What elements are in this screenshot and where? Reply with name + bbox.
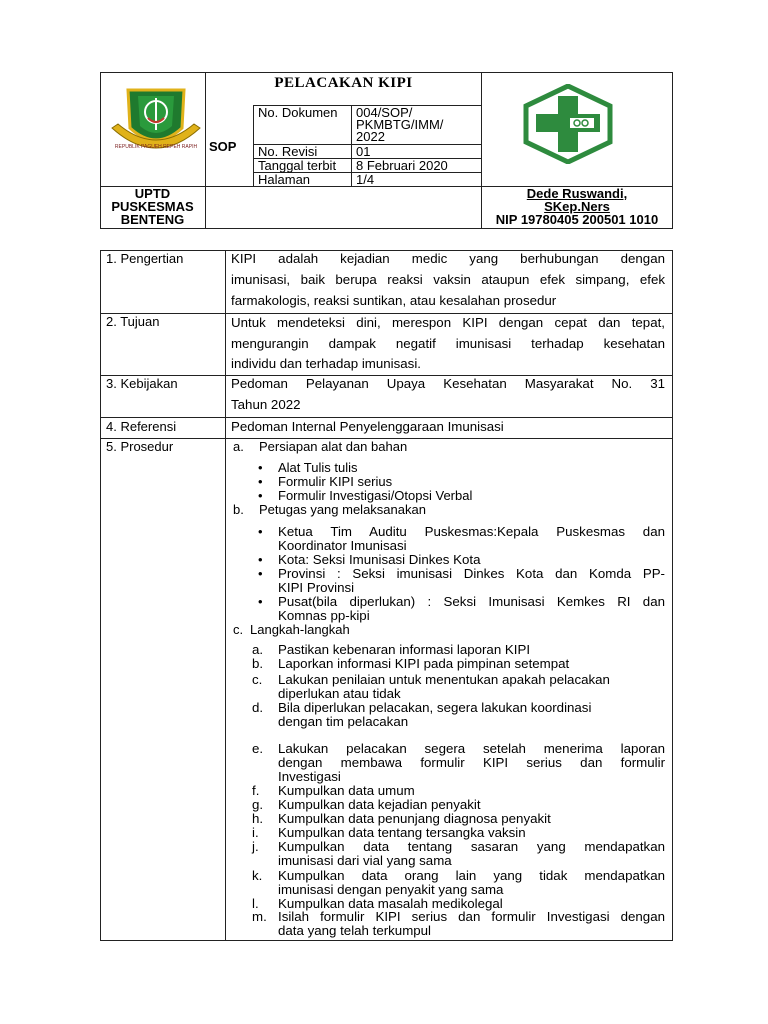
step-text: Kumpulkan data kejadian penyakit [278,797,481,812]
pengertian-line: farmakologis, reaksi suntikan, atau kesalahan prosedur [231,293,557,308]
prosedur-b-bullet: Koordinator Imunisasi [278,538,407,553]
prosedur-a-title: Persiapan alat dan bahan [259,439,408,454]
step-text: Investigasi [278,769,341,784]
prosedur-b-bullet: Ketua Tim Auditu Puskesmas:Kepala Puskesmas dan [278,524,665,539]
bullet-icon: • [258,594,263,609]
step-text: Kumpulkan data tentang sasaran yang mendapatkan [278,839,665,854]
step-marker: k. [252,868,263,883]
section-label-pengertian: 1. Pengertian [106,251,184,266]
prosedur-b-bullet: Komnas pp-kipi [278,608,370,623]
field-value-no-dokumen-1: 004/SOP/ [356,105,413,120]
kota-emblem [108,82,204,162]
step-marker: a. [252,642,264,657]
step-text: Bila diperlukan pelacakan, segera lakukan koordinasi [278,700,592,715]
step-text: Pastikan kebenaran informasi laporan KIPI [278,642,531,657]
signer-name: Dede Ruswandi, [526,186,628,201]
field-value-halaman: 1/4 [356,172,375,187]
bullet-icon: • [258,488,263,503]
referensi-line: Pedoman Internal Penyelenggaraan Imunisasi [231,419,504,434]
step-text: diperlukan atau tidak [278,686,401,701]
tujuan-line: Untuk mendeteksi dini, merespon KIPI dengan cepat dan tepat, [231,315,665,330]
step-text: imunisasi dari vial yang sama [278,853,452,868]
section-label-referensi: 4. Referensi [106,419,177,434]
prosedur-c-title: Langkah-langkah [250,622,350,637]
prosedur-b-bullet: Kota: Seksi Imunisasi Dinkes Kota [278,552,481,567]
tujuan-line: mengurangin dampak negatif imunisasi terhadap kesehatan [231,336,665,351]
step-text: dengan membawa formulir KIPI serius dan formulir [278,755,665,770]
step-text: Kumpulkan data tentang tersangka vaksin [278,825,526,840]
prosedur-b-bullet: Provinsi : Seksi imunisasi Dinkes Kota dan Komda PP- [278,566,665,581]
field-value-no-dokumen-2: PKMBTG/IMM/ [356,117,444,132]
org-line-2: PUSKESMAS [111,199,194,214]
bullet-icon: • [258,524,263,539]
field-label-tanggal-terbit: Tanggal terbit [258,158,337,173]
section-label-prosedur: 5. Prosedur [106,439,174,454]
step-marker: c. [252,672,263,687]
puskesmas-logo [522,84,614,164]
step-text: Kumpulkan data orang lain yang tidak mendapatkan [278,868,665,883]
prosedur-b-bullet: KIPI Provinsi [278,580,355,595]
step-text: Laporkan informasi KIPI pada pimpinan setempat [278,656,570,671]
prosedur-b-bullet: Pusat(bila diperlukan) : Seksi Imunisasi Kemkes RI dan [278,594,665,609]
step-marker: d. [252,700,264,715]
step-marker: g. [252,797,264,812]
field-value-no-dokumen-3: 2022 [356,129,385,144]
step-marker: h. [252,811,264,826]
section-label-tujuan: 2. Tujuan [106,314,160,329]
step-marker: f. [252,783,260,798]
document-title: PELACAKAN KIPI [274,75,413,91]
step-text: Isilah formulir KIPI serius dan formulir Investigasi dengan [278,909,665,924]
field-label-halaman: Halaman [258,172,311,187]
kebijakan-line: Pedoman Pelayanan Upaya Kesehatan Masyarakat No. 31 [231,376,665,391]
kebijakan-line: Tahun 2022 [231,397,301,412]
field-value-no-revisi: 01 [356,144,371,159]
bullet-icon: • [258,474,263,489]
step-marker: e. [252,741,264,756]
prosedur-c-marker: c. [233,622,244,637]
svg-text:REPUBLIK PAGUEH REPEH RAPIH: REPUBLIK PAGUEH REPEH RAPIH [114,144,198,150]
step-marker: j. [252,839,259,854]
pengertian-line: KIPI adalah kejadian medic yang berhubungan dengan [231,251,665,266]
prosedur-a-bullet: Formulir Investigasi/Otopsi Verbal [278,488,473,503]
step-text: Lakukan pelacakan segera setelah menerima laporan [278,741,665,756]
field-value-tanggal-terbit: 8 Februari 2020 [356,158,448,173]
tujuan-line: individu dan terhadap imunisasi. [231,356,421,371]
bullet-icon: • [258,552,263,567]
org-line-1: UPTD [134,186,171,201]
bullet-icon: • [258,460,263,475]
field-label-no-dokumen: No. Dokumen [258,105,338,120]
prosedur-a-bullet: Formulir KIPI serius [278,474,393,489]
prosedur-b-title: Petugas yang melaksanakan [259,502,426,517]
step-marker: m. [252,909,267,924]
step-text: Lakukan penilaian untuk menentukan apakah pelacakan [278,672,610,687]
step-text: dengan tim pelacakan [278,714,409,729]
section-label-kebijakan: 3. Kebijakan [106,376,178,391]
step-marker: l. [252,896,259,911]
prosedur-a-marker: a. [233,439,244,454]
step-marker: i. [252,825,259,840]
pengertian-line: imunisasi, baik berupa reaksi vaksin ataupun efek simpang, efek [231,272,665,287]
org-line-3: BENTENG [120,212,185,227]
step-text: Kumpulkan data penunjang diagnosa penyakit [278,811,551,826]
step-marker: b. [252,656,264,671]
step-text: data yang telah terkumpul [278,923,432,938]
sop-label: SOP [209,139,237,154]
signer-nip: NIP 19780405 200501 1010 [495,212,659,227]
bullet-icon: • [258,566,263,581]
prosedur-a-bullet: Alat Tulis tulis [278,460,358,475]
step-text: Kumpulkan data masalah medikolegal [278,896,503,911]
field-label-no-revisi: No. Revisi [258,144,318,159]
prosedur-b-marker: b. [233,502,244,517]
step-text: Kumpulkan data umum [278,783,415,798]
step-text: imunisasi dengan penyakit yang sama [278,882,504,897]
signer-title: SKep.Ners [544,199,610,214]
